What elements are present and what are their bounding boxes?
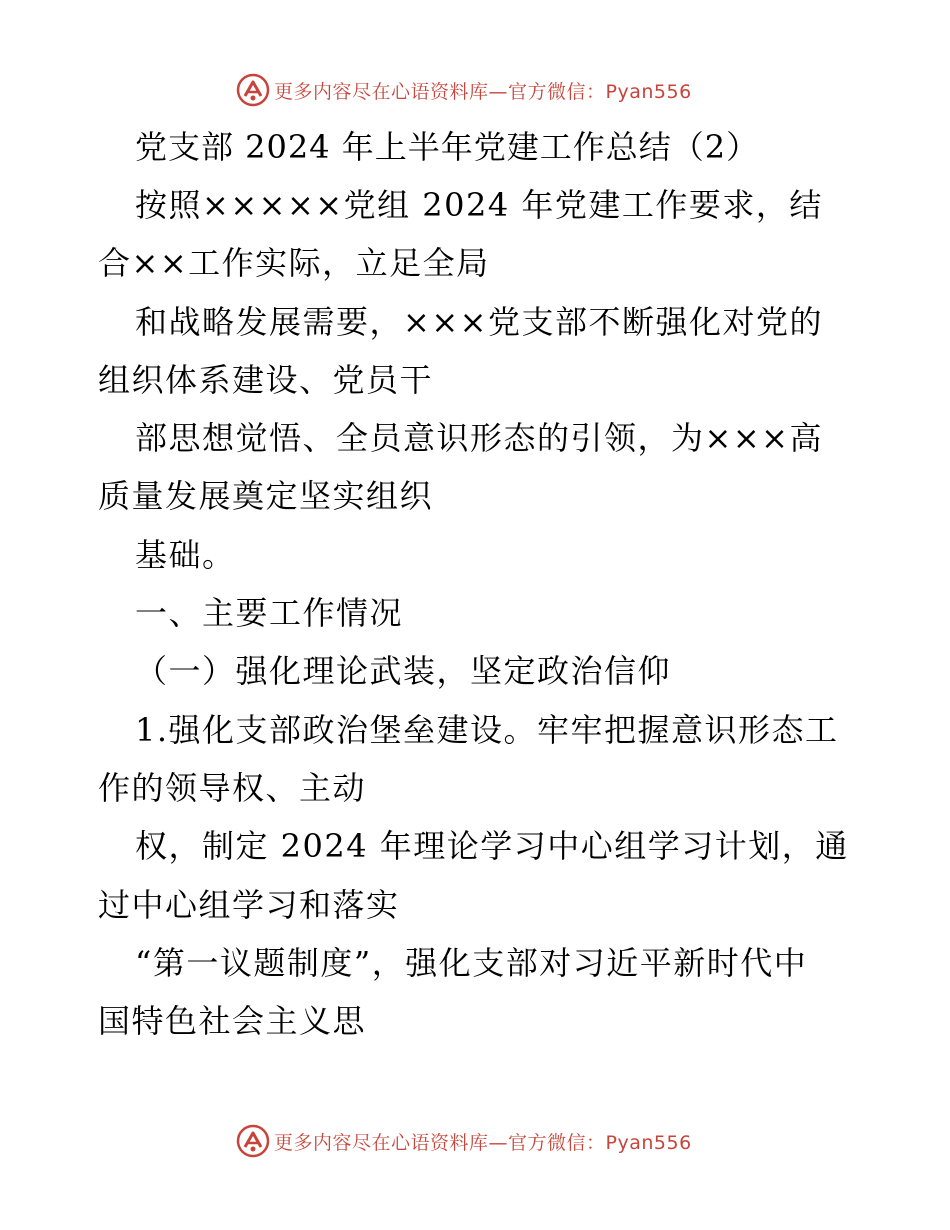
paragraph-line: 国特色社会主义思: [98, 1002, 367, 1040]
section-heading: 一、主要工作情况: [135, 594, 404, 632]
footer-watermark: [236, 1123, 692, 1159]
paragraph-line: 过中心组学习和落实: [98, 886, 400, 924]
paragraph-line: 部思想觉悟、全员意识形态的引领，为×××高: [135, 419, 823, 457]
paragraph-line: 权，制定 2024 年理论学习中心组学习计划，通: [135, 827, 849, 865]
logo-seal-icon: [236, 1124, 270, 1158]
paragraph-line: 作的领导权、主动: [98, 769, 367, 807]
paragraph-line: 基础。: [135, 536, 236, 574]
watermark-text: 更多内容尽在心语资料库—官方微信：Pyan556: [274, 1131, 692, 1154]
paragraph-line: 组织体系建设、党员干: [98, 361, 434, 399]
logo-seal-icon: [236, 73, 270, 107]
watermark-text: 更多内容尽在心语资料库—官方微信：Pyan556: [274, 80, 692, 103]
paragraph-line: 按照×××××党组 2024 年党建工作要求，结: [135, 186, 823, 224]
paragraph-line: 合××工作实际，立足全局: [98, 244, 490, 282]
subsection-heading: （一）强化理论武装，坚定政治信仰: [135, 652, 672, 690]
document-title: 党支部 2024 年上半年党建工作总结（2）: [135, 128, 760, 166]
paragraph-line: 和战略发展需要，×××党支部不断强化对党的: [135, 303, 823, 341]
paragraph-line: 质量发展奠定坚实组织: [98, 477, 434, 515]
header-watermark: [236, 72, 692, 108]
paragraph-line: 1.强化支部政治堡垒建设。牢牢把握意识形态工: [135, 711, 839, 749]
paragraph-line: “第一议题制度”，强化支部对习近平新时代中: [135, 944, 808, 982]
